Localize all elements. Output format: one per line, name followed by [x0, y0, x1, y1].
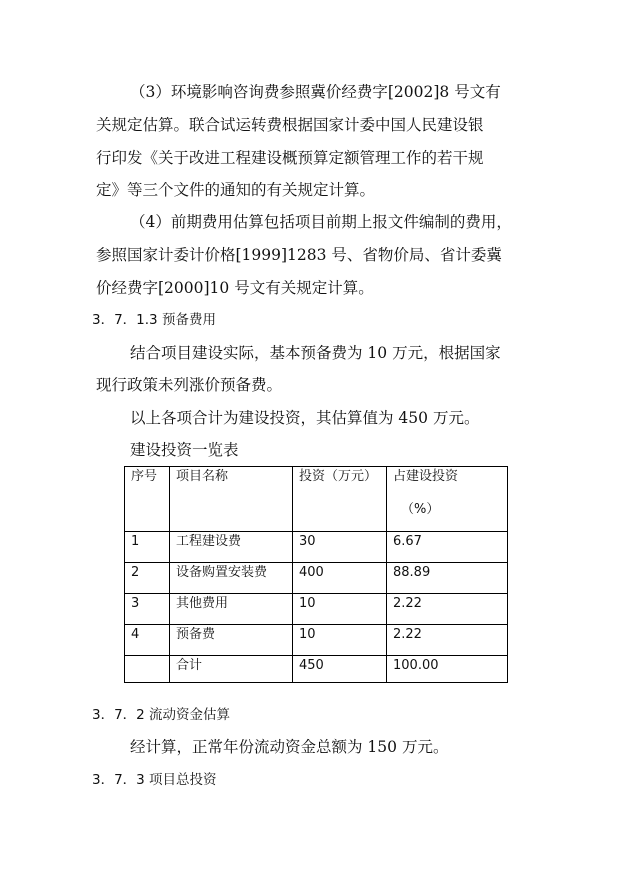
table-total-row — [125, 656, 508, 683]
header-share-unit: （%） — [401, 502, 440, 517]
section-heading-3-7-3: 3．7．3 项目总投资 — [92, 772, 217, 788]
header-share-label: 占建设投资 — [393, 469, 459, 484]
cell-investment: 30 — [293, 532, 387, 563]
cell-index: 2 — [125, 563, 170, 594]
section-heading-3-7-2: 3．7．2 流动资金估算 — [92, 707, 231, 723]
cell-index — [125, 656, 170, 683]
investment-summary: 以上各项合计为建设投资，其估算值为 450 万元。 — [130, 409, 480, 427]
cell-investment: 400 — [293, 563, 387, 594]
cell-share: 6.67 — [387, 532, 508, 563]
text-line: （4）前期费用估算包括项目前期上报文件编制的费用， — [130, 213, 512, 231]
text-line: 结合项目建设实际，基本预备费为 10 万元，根据国家 — [130, 344, 501, 362]
cell-investment: 10 — [293, 594, 387, 625]
cell-share: 2.22 — [387, 625, 508, 656]
cell-investment: 450 — [293, 656, 387, 683]
text-line: （3）环境影响咨询费参照冀价经费字[2002]8 号文有 — [130, 83, 501, 101]
cell-name: 预备费 — [170, 625, 293, 656]
cell-share: 100.00 — [387, 656, 508, 683]
text-line: 关规定估算。联合试运转费根据国家计委中国人民建设银 — [96, 116, 484, 134]
cell-name: 工程建设费 — [170, 532, 293, 563]
working-capital-text: 经计算，正常年份流动资金总额为 150 万元。 — [130, 738, 449, 756]
table-row — [125, 594, 508, 625]
cell-name: 合计 — [170, 656, 293, 683]
cell-index: 1 — [125, 532, 170, 563]
text-line: 定》等三个文件的通知的有关规定计算。 — [96, 181, 376, 199]
cell-index: 4 — [125, 625, 170, 656]
table-row — [125, 532, 508, 563]
table-row — [125, 563, 508, 594]
header-cell-investment: 投资（万元） — [293, 467, 387, 532]
table-header-row — [125, 467, 508, 532]
text-line: 行印发《关于改进工程建设概预算定额管理工作的若干规 — [96, 149, 484, 167]
cell-share: 88.89 — [387, 563, 508, 594]
text-line: 价经费字[2000]10 号文有关规定计算。 — [96, 279, 374, 297]
cell-name: 其他费用 — [170, 594, 293, 625]
cell-index: 3 — [125, 594, 170, 625]
text-line: 参照国家计委计价格[1999]1283 号、省物价局、省计委冀 — [96, 246, 502, 264]
header-cell-share — [387, 467, 508, 532]
text-line: 现行政策未列涨价预备费。 — [96, 376, 283, 394]
cell-name: 设备购置安装费 — [170, 563, 293, 594]
section-heading-3-7-1-3: 3．7．1.3 预备费用 — [92, 312, 216, 328]
cell-investment: 10 — [293, 625, 387, 656]
table-title: 建设投资一览表 — [130, 441, 239, 459]
header-cell-name: 项目名称 — [170, 467, 293, 532]
investment-table — [124, 466, 508, 683]
cell-share: 2.22 — [387, 594, 508, 625]
table-row — [125, 625, 508, 656]
header-cell-index: 序号 — [125, 467, 170, 532]
